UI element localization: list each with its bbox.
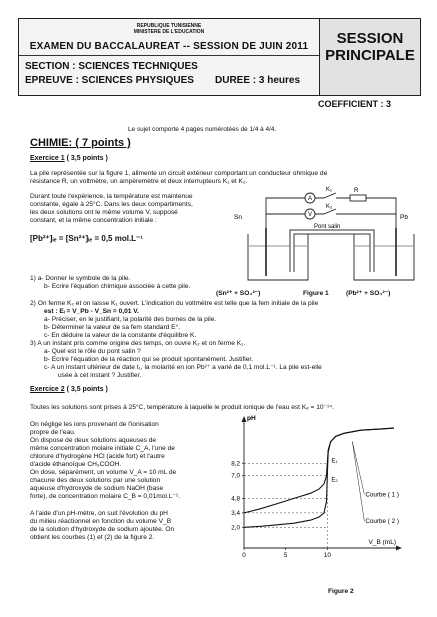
ex1-p1a: La pile représentée sur la figure 1, alimente un circuit extérieur comportant un conducteur ohmique de (30, 170, 328, 177)
ex1-p2c: les deux solutions ont le même volume V, supposé (30, 209, 178, 216)
ministry-label: MINISTERE DE L'EDUCATION (133, 29, 205, 35)
q3d: usée à cet instant ? Justifier. (58, 372, 142, 379)
ex2-l5: chlorure d'hydrogène HCl (acide fort) et l'autre (30, 453, 165, 460)
salt-bridge (292, 232, 372, 272)
left-compartment-label: (Sn²⁺ + SO₄²⁻) (216, 290, 261, 297)
ex2-l3: On dispose de deux solutions aqueuses de (30, 437, 157, 444)
ammeter-label: A (307, 196, 313, 203)
curve-label: Courbe ( 2 ) (365, 518, 399, 526)
q1a: 1) a- Donner le symbole de la pile. (30, 275, 131, 282)
y-tick-label: 8,2 (231, 460, 240, 468)
q3c: c- A un instant ultérieur de date t₁, la molarité en ion Pb²⁺ a varié de 0,1 mol.L⁻¹. La pile est-elle (44, 364, 322, 371)
curve-leader (352, 442, 364, 522)
q2: 2) On ferme K₂ et on laisse K₁ ouvert. L'indication du voltmètre est telle que la fem initiale de la pile (30, 300, 319, 307)
ex2-l6: d'acide éthanoïque CH₃COOH. (30, 461, 122, 468)
session-label: SESSION (336, 30, 404, 47)
y-tick-label: 4,8 (231, 495, 240, 503)
k1-label: K₁ (326, 187, 333, 193)
ex2-l7: On dose, séparément, un volume V_A = 10 mL de (30, 469, 177, 476)
y-axis-arrow (242, 416, 247, 422)
ex1-heading (30, 155, 108, 162)
exam-header (18, 18, 421, 96)
header-divider (19, 55, 319, 56)
ex1-p1b: résistance R, un voltmètre, un ampèremètre et deux interrupteurs K₁ et K₂. (30, 178, 248, 185)
q2b: b- Déterminer la valeur de sa fem standard E°. (44, 324, 181, 331)
republic-label: REPUBLIQUE TUNISIENNE (136, 23, 202, 29)
ex1-p2b: constante, égale à 25°C. Dans les deux compartiments, (30, 201, 193, 208)
y-tick-label: 2,0 (231, 524, 240, 532)
figure-2-ph-chart (222, 416, 422, 596)
curve-1-line (244, 428, 394, 513)
figure-1-caption: Figure 1 (303, 290, 329, 297)
ex2-l9: aqueuse d'hydroxyde de sodium NaOH (base (30, 485, 164, 492)
q3a: a- Quel est le rôle du pont salin ? (44, 348, 141, 355)
x-tick-label: 10 (323, 552, 331, 559)
ex1-p2d: constant, et la même concentration initiale : (30, 217, 157, 224)
ex2-title: Exercice 2 (30, 386, 65, 393)
sn-label: Sn (234, 214, 242, 221)
coefficient-label: COEFFICIENT : 3 (318, 99, 392, 109)
epreuve-label: EPREUVE : SCIENCES PHYSIQUES (25, 75, 194, 86)
salt-bridge-label: Pont salin (314, 224, 341, 230)
exam-title: EXAMEN DU BACCALAUREAT -- SESSION DE JUIN 2011 (29, 41, 309, 52)
ex2-l2: propre de l'eau. (30, 429, 76, 436)
right-beaker (354, 234, 414, 280)
curve-leader (352, 442, 364, 495)
chart-series (244, 428, 394, 527)
q2a: a- Préciser, en le justifiant, la polarité des bornes de la pile. (44, 316, 217, 323)
voltmeter-label: V (307, 212, 313, 219)
chart-axes (242, 416, 403, 551)
curve-label: Courbe ( 1 ) (365, 491, 399, 499)
y-tick-label: 7,0 (231, 472, 240, 480)
ex1-concentration-eq: [Pb²⁺]ᵢₑ = [Sn²⁺]ᵢₑ = 0,5 mol.L⁻¹ (30, 234, 143, 243)
x-tick-label: 0 (242, 552, 246, 559)
ex2-l4: même concentration molaire initiale C_A, l'une de (30, 445, 175, 452)
duration-label: DUREE : 3 heures (215, 75, 301, 86)
q1b: b- Ecrire l'équation chimique associée à cette pile. (44, 283, 191, 290)
pb-label: Pb (400, 214, 408, 221)
q3: 3) A un instant pris comme origine des temps, on ouvre K₂ et on ferme K₁. (30, 340, 246, 347)
session-type: PRINCIPALE (325, 47, 415, 64)
ex2-l13: de la solution d'hydroxyde de sodium ajoutée. On (30, 526, 175, 533)
ex2-l11: A l'aide d'un pH-mètre, on suit l'évolution du pH (30, 510, 168, 517)
ex2-l10: forte), de concentration molaire C_B = 0,01mol.L⁻¹. (30, 493, 180, 500)
salt-bridge-inner (292, 232, 372, 272)
figure-2-caption: Figure 2 (328, 588, 354, 595)
page-note: Le sujet comporte 4 pages numérotées de 1/4 à 4/4. (128, 126, 277, 133)
ex1-points: ( 3,5 points ) (66, 155, 108, 162)
resistor-label: R (354, 188, 359, 194)
equivalence-point-label: E₁ (331, 458, 338, 465)
section-label: SECTION : SCIENCES TECHNIQUES (25, 61, 198, 72)
ex2-l8: chacune des deux solutions par une solution (30, 477, 161, 484)
chart-labels (231, 415, 399, 559)
chimie-title: CHIMIE: ( 7 points ) (30, 137, 131, 149)
q2-fem: est : Eᵢ = V_Pb - V_Sn = 0,01 V. (44, 308, 139, 315)
ex1-p2a: Durant toute l'expérience, la température est maintenue (30, 193, 193, 200)
ex1-title: Exercice 1 (30, 155, 65, 162)
ex2-l1: On néglige les ions provenant de l'ionisation (30, 421, 159, 428)
ex2-l14: obtient les courbes (1) et (2) de la figure 2. (30, 534, 155, 541)
left-beaker (248, 234, 308, 280)
ex2-points: ( 3,5 points ) (66, 386, 108, 393)
chart-grid (244, 463, 327, 548)
right-compartment-label: (Pb²⁺ + SO₄²⁻) (346, 290, 391, 297)
curve-2-line (244, 428, 394, 527)
ex2-l12: du milieu réactionnel en fonction du volume V_B (30, 518, 172, 525)
y-axis-label: pH (247, 415, 256, 422)
equivalence-point-label: E₂ (331, 477, 338, 484)
x-axis-arrow (396, 546, 402, 551)
session-box (319, 19, 420, 95)
ex2-heading (30, 386, 108, 393)
figure-1-pile-diagram (226, 186, 422, 286)
k2-label: K₂ (326, 204, 333, 210)
x-axis-label: V_B (mL) (368, 539, 396, 546)
q2c: c- En déduire la valeur de la constante d'équilibre K. (44, 332, 197, 339)
x-tick-label: 5 (283, 552, 288, 559)
resistor-icon (350, 195, 366, 201)
q3b: b- Ecrire l'équation de la réaction qui se produit spontanément. Justifier. (44, 356, 254, 363)
ex2-intro: Toutes les solutions sont prises à 25°C, température à laquelle le produit ionique de l'eau est Kₑ = 10⁻¹⁴. (30, 404, 334, 411)
y-tick-label: 3,4 (231, 509, 240, 517)
header-left (19, 19, 319, 95)
